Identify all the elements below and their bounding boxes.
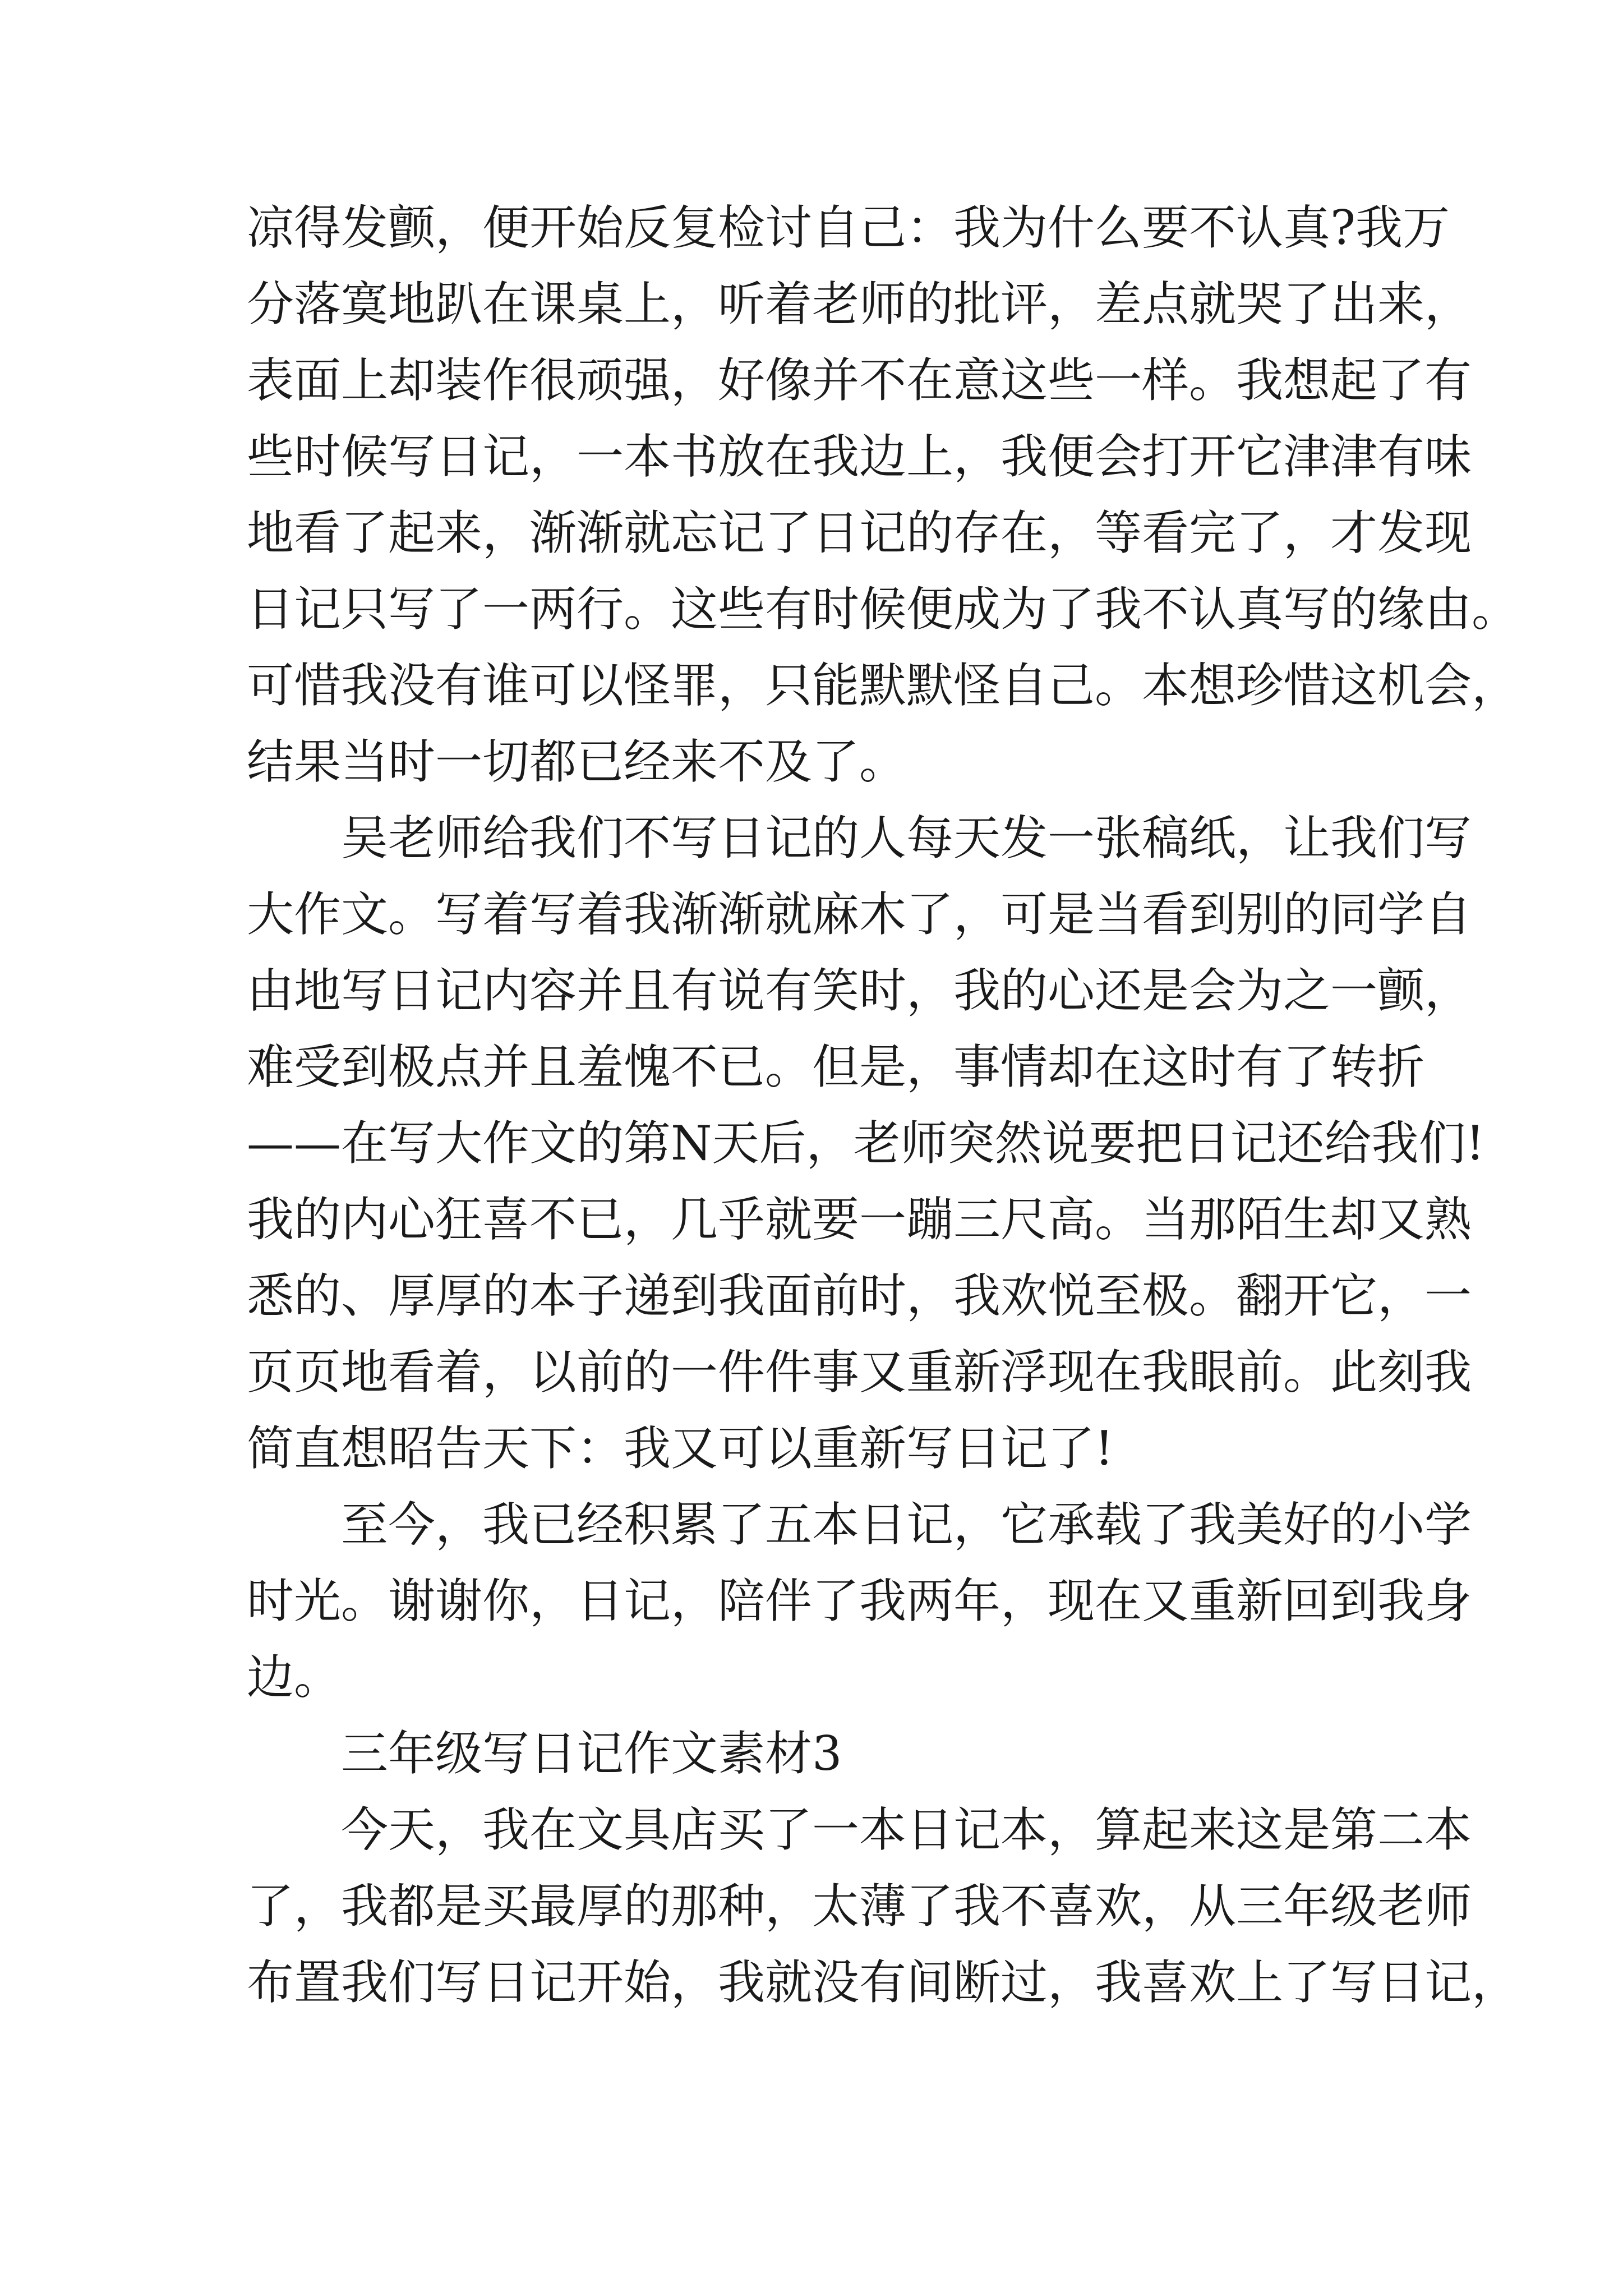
text-line: 悉的、厚厚的本子递到我面前时，我欢悦至极。翻开它，一 <box>247 1268 1472 1323</box>
text-line: 可惜我没有谁可以怪罪，只能默默怪自己。本想珍惜这机会， <box>247 658 1519 713</box>
text-line: 简直想昭告天下：我又可以重新写日记了! <box>247 1421 1114 1476</box>
text-line: 了，我都是买最厚的那种，太薄了我不喜欢，从三年级老师 <box>247 1879 1472 1934</box>
text-line: 边。 <box>247 1650 342 1705</box>
text-line: 难受到极点并且羞愧不已。但是，事情却在这时有了转折 <box>247 1039 1425 1094</box>
text-line: 由地写日记内容并且有说有笑时，我的心还是会为之一颤， <box>247 963 1472 1018</box>
text-line: 布置我们写日记开始，我就没有间断过，我喜欢上了写日记， <box>247 1955 1519 2010</box>
text-line: 地看了起来，渐渐就忘记了日记的存在，等看完了，才发现 <box>247 505 1472 560</box>
text-line: 结果当时一切都已经来不及了。 <box>247 734 907 789</box>
text-line: 日记只写了一两行。这些有时候便成为了我不认真写的缘由。 <box>247 582 1519 637</box>
text-line: 页页地看着，以前的一件件事又重新浮现在我眼前。此刻我 <box>247 1345 1472 1400</box>
text-line: ——在写大作文的第N天后，老师突然说要把日记还给我们! <box>247 1116 1485 1171</box>
text-line: 三年级写日记作文素材3 <box>341 1726 842 1781</box>
text-line: 我的内心狂喜不已，几乎就要一蹦三尺高。当那陌生却又熟 <box>247 1192 1472 1247</box>
text-line: 今天，我在文具店买了一本日记本，算起来这是第二本 <box>341 1802 1472 1857</box>
text-line: 时光。谢谢你，日记，陪伴了我两年，现在又重新回到我身 <box>247 1573 1472 1628</box>
text-line: 分落寞地趴在课桌上，听着老师的批评，差点就哭了出来， <box>247 277 1472 332</box>
text-line: 表面上却装作很顽强，好像并不在意这些一样。我想起了有 <box>247 353 1472 408</box>
text-line: 至今，我已经积累了五本日记，它承载了我美好的小学 <box>341 1497 1472 1552</box>
text-line: 凉得发颤，便开始反复检讨自己：我为什么要不认真?我万 <box>247 200 1450 255</box>
document-body <box>247 190 1519 2021</box>
text-line: 大作文。写着写着我渐渐就麻木了，可是当看到别的同学自 <box>247 887 1472 942</box>
text-line: 吴老师给我们不写日记的人每天发一张稿纸，让我们写 <box>341 811 1472 866</box>
text-line: 些时候写日记，一本书放在我边上，我便会打开它津津有味 <box>247 429 1472 484</box>
